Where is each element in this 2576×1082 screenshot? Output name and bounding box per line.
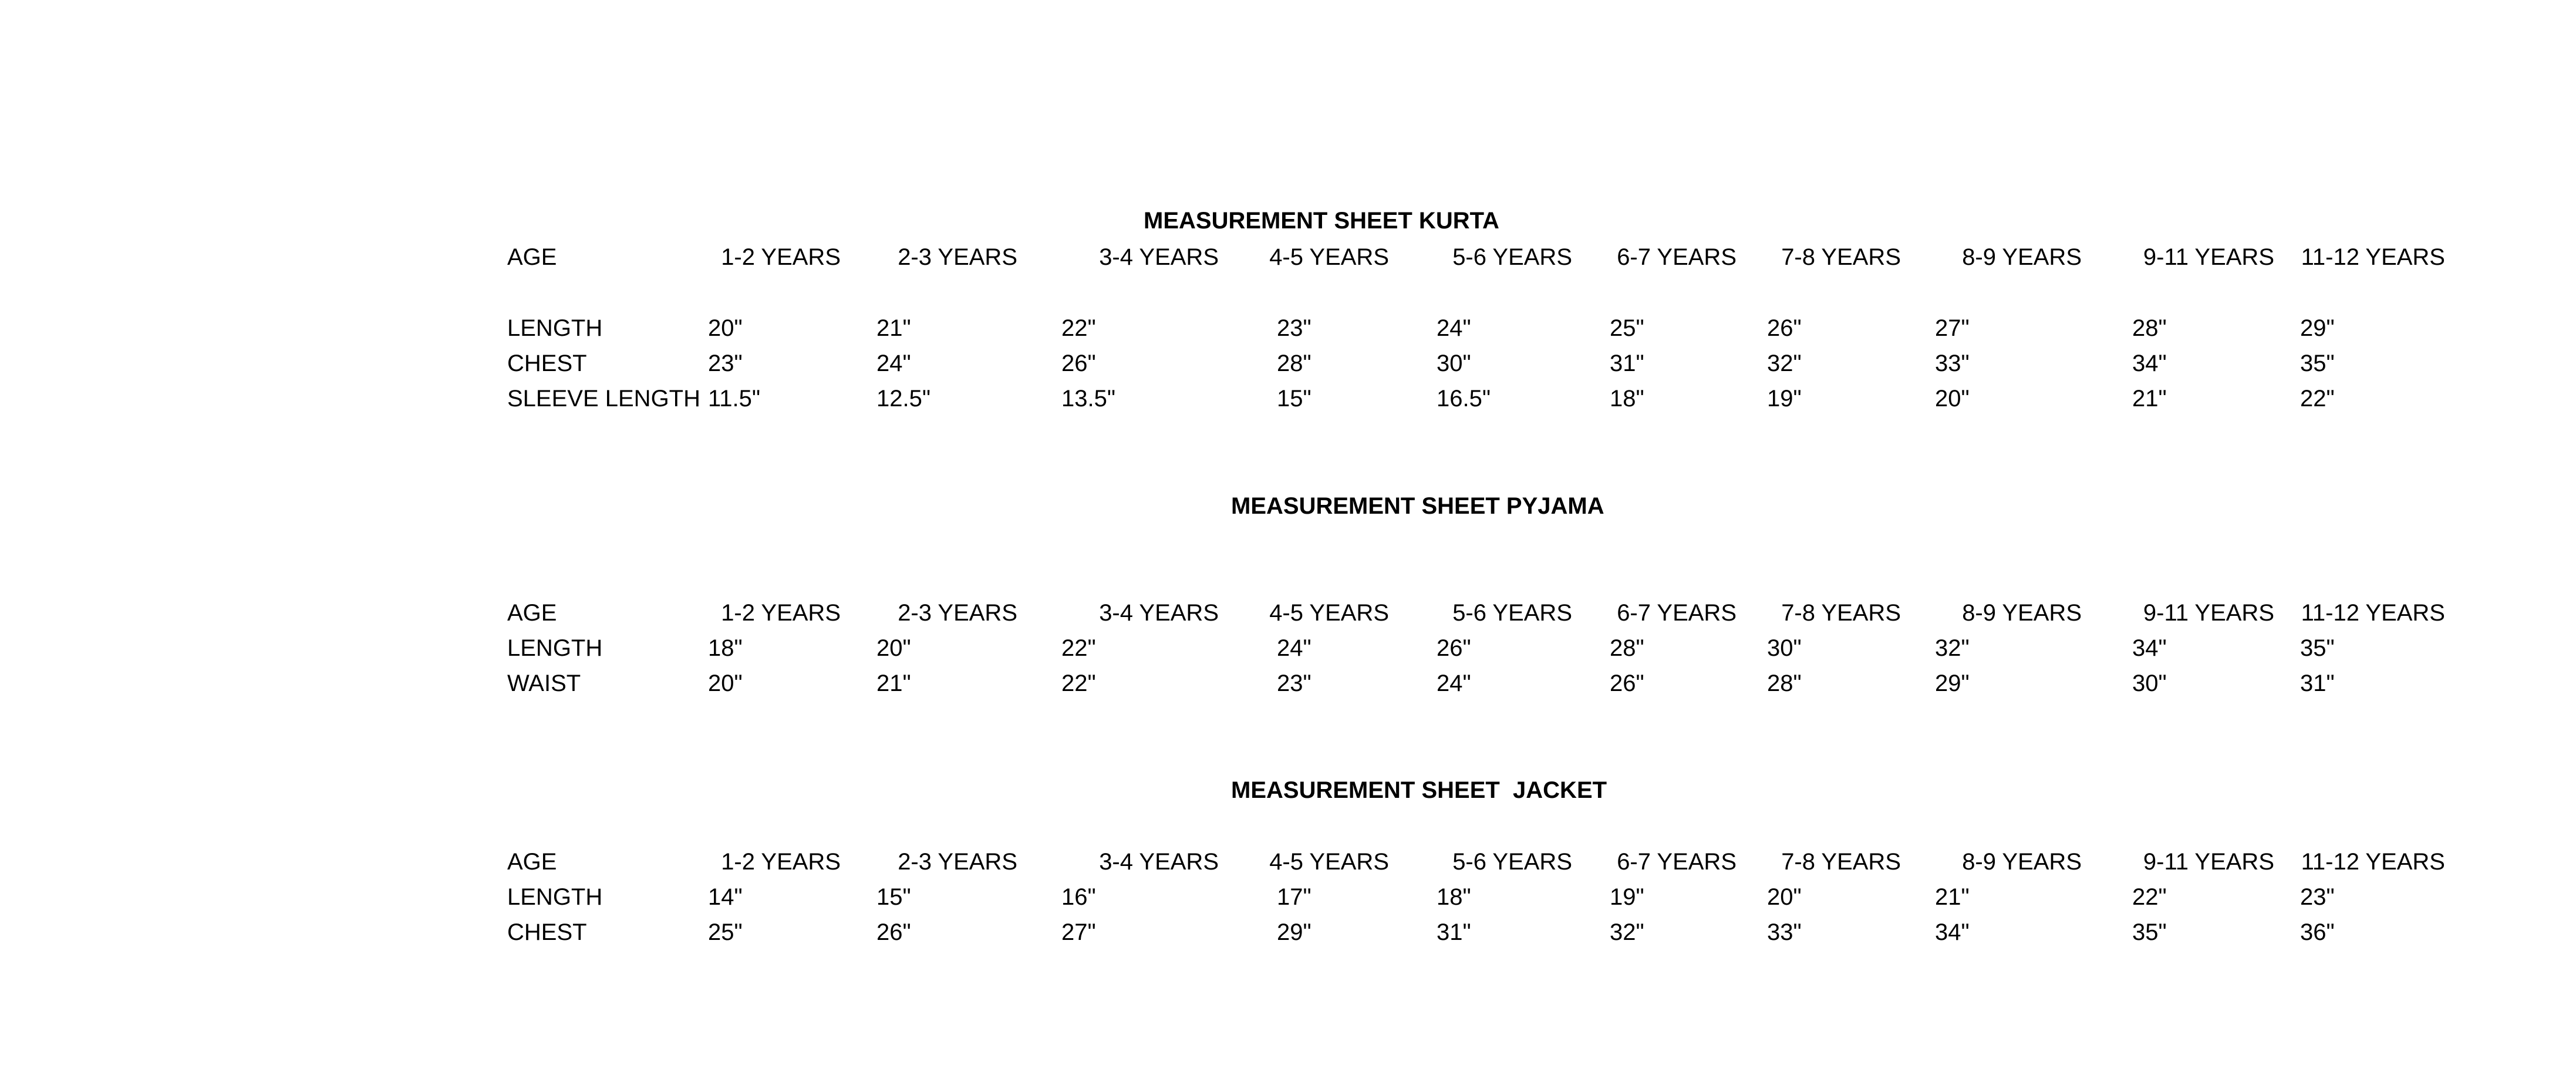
measurement-value: 24" <box>1437 315 1471 341</box>
age-header: 1-2 YEARS <box>721 849 841 875</box>
measurement-value: 21" <box>2132 386 2167 412</box>
measurement-value: 15" <box>1277 386 1311 412</box>
pyjama-length-row <box>0 631 2576 666</box>
measurement-value: 22" <box>2132 884 2167 910</box>
age-header: 8-9 YEARS <box>1962 849 2082 875</box>
age-header: 7-8 YEARS <box>1781 244 1901 270</box>
age-header: 9-11 YEARS <box>2143 600 2274 626</box>
measurement-value: 27" <box>1061 919 1096 945</box>
measurement-value: 26" <box>1061 350 1096 376</box>
age-header: 11-12 YEARS <box>2301 244 2445 270</box>
measurement-value: 28" <box>1277 350 1311 376</box>
measurement-value: 36" <box>2300 919 2335 945</box>
measurement-value: 25" <box>708 919 743 945</box>
measurement-value: 26" <box>1767 315 1802 341</box>
age-header: 5-6 YEARS <box>1452 244 1572 270</box>
measurement-value: 31" <box>2300 670 2335 696</box>
age-header: 6-7 YEARS <box>1617 849 1737 875</box>
row-label: LENGTH <box>507 884 603 910</box>
row-label: LENGTH <box>507 635 603 661</box>
measurement-value: 22" <box>2300 386 2335 412</box>
measurement-value: 18" <box>708 635 743 661</box>
measurement-value: 11.5" <box>708 386 761 412</box>
measurement-value: 22" <box>1061 635 1096 661</box>
age-header: 11-12 YEARS <box>2301 849 2445 875</box>
kurta-length-row <box>0 311 2576 346</box>
measurement-value: 20" <box>708 315 743 341</box>
measurement-value: 23" <box>2300 884 2335 910</box>
row-label: LENGTH <box>507 315 603 341</box>
measurement-value: 35" <box>2300 350 2335 376</box>
measurement-value: 31" <box>1610 350 1644 376</box>
measurement-value: 23" <box>708 350 743 376</box>
age-header: 4-5 YEARS <box>1269 600 1389 626</box>
age-header: 9-11 YEARS <box>2143 849 2274 875</box>
measurement-value: 35" <box>2132 919 2167 945</box>
row-label: CHEST <box>507 350 587 376</box>
measurement-value: 30" <box>1437 350 1471 376</box>
measurement-value: 32" <box>1935 635 1970 661</box>
age-header: 7-8 YEARS <box>1781 600 1901 626</box>
row-label: WAIST <box>507 670 581 696</box>
measurement-value: 28" <box>1610 635 1644 661</box>
measurement-value: 19" <box>1610 884 1644 910</box>
jacket-age-row <box>0 844 2576 879</box>
measurement-value: 23" <box>1277 315 1311 341</box>
age-header: 3-4 YEARS <box>1099 849 1219 875</box>
row-label: AGE <box>507 849 557 875</box>
measurement-value: 24" <box>1277 635 1311 661</box>
age-header: 8-9 YEARS <box>1962 244 2082 270</box>
age-header: 1-2 YEARS <box>721 600 841 626</box>
jacket-length-row <box>0 879 2576 915</box>
measurement-value: 18" <box>1437 884 1471 910</box>
kurta-age-row <box>0 240 2576 275</box>
measurement-value: 29" <box>1277 919 1311 945</box>
age-header: 7-8 YEARS <box>1781 849 1901 875</box>
row-label: AGE <box>507 244 557 270</box>
measurement-value: 16" <box>1061 884 1096 910</box>
measurement-value: 12.5" <box>876 386 931 412</box>
age-header: 4-5 YEARS <box>1269 849 1389 875</box>
age-header: 9-11 YEARS <box>2143 244 2274 270</box>
age-header: 1-2 YEARS <box>721 244 841 270</box>
measurement-value: 28" <box>1767 670 1802 696</box>
measurement-value: 24" <box>876 350 911 376</box>
pyjama-sheet-title: MEASUREMENT SHEET PYJAMA <box>1231 493 1604 519</box>
measurement-value: 16.5" <box>1437 386 1491 412</box>
measurement-value: 34" <box>2132 350 2167 376</box>
measurement-value: 29" <box>1935 670 1970 696</box>
measurement-value: 25" <box>1610 315 1644 341</box>
measurement-value: 26" <box>1437 635 1471 661</box>
measurement-value: 13.5" <box>1061 386 1116 412</box>
measurement-value: 32" <box>1767 350 1802 376</box>
pyjama-age-row <box>0 595 2576 631</box>
age-header: 2-3 YEARS <box>898 600 1017 626</box>
kurta-chest-row <box>0 346 2576 381</box>
age-header: 5-6 YEARS <box>1452 600 1572 626</box>
measurement-value: 33" <box>1767 919 1802 945</box>
measurement-value: 24" <box>1437 670 1471 696</box>
measurement-value: 26" <box>876 919 911 945</box>
row-label: CHEST <box>507 919 587 945</box>
age-header: 11-12 YEARS <box>2301 600 2445 626</box>
age-header: 4-5 YEARS <box>1269 244 1389 270</box>
age-header: 2-3 YEARS <box>898 849 1017 875</box>
measurement-value: 27" <box>1935 315 1970 341</box>
jacket-sheet-title: MEASUREMENT SHEET JACKET <box>1231 777 1607 803</box>
measurement-value: 14" <box>708 884 743 910</box>
age-header: 6-7 YEARS <box>1617 600 1737 626</box>
measurement-value: 19" <box>1767 386 1802 412</box>
measurement-value: 29" <box>2300 315 2335 341</box>
age-header: 5-6 YEARS <box>1452 849 1572 875</box>
jacket-chest-row <box>0 915 2576 950</box>
kurta-sheet-title: MEASUREMENT SHEET KURTA <box>1144 208 1499 234</box>
measurement-value: 20" <box>1767 884 1802 910</box>
measurement-value: 31" <box>1437 919 1471 945</box>
age-header: 2-3 YEARS <box>898 244 1017 270</box>
measurement-value: 34" <box>1935 919 1970 945</box>
measurement-value: 20" <box>1935 386 1970 412</box>
measurement-value: 22" <box>1061 670 1096 696</box>
measurement-value: 20" <box>876 635 911 661</box>
measurement-value: 15" <box>876 884 911 910</box>
measurement-value: 26" <box>1610 670 1644 696</box>
measurement-value: 17" <box>1277 884 1311 910</box>
measurement-value: 20" <box>708 670 743 696</box>
age-header: 8-9 YEARS <box>1962 600 2082 626</box>
measurement-value: 35" <box>2300 635 2335 661</box>
age-header: 3-4 YEARS <box>1099 244 1219 270</box>
measurement-value: 21" <box>876 315 911 341</box>
measurement-value: 30" <box>1767 635 1802 661</box>
measurement-value: 28" <box>2132 315 2167 341</box>
measurement-value: 34" <box>2132 635 2167 661</box>
age-header: 6-7 YEARS <box>1617 244 1737 270</box>
measurement-value: 33" <box>1935 350 1970 376</box>
measurement-value: 21" <box>876 670 911 696</box>
measurement-value: 32" <box>1610 919 1644 945</box>
pyjama-waist-row <box>0 666 2576 701</box>
row-label: AGE <box>507 600 557 626</box>
measurement-value: 21" <box>1935 884 1970 910</box>
kurta-sleeve-length-row <box>0 381 2576 416</box>
row-label: SLEEVE LENGTH <box>507 386 701 412</box>
measurement-value: 30" <box>2132 670 2167 696</box>
age-header: 3-4 YEARS <box>1099 600 1219 626</box>
measurement-value: 22" <box>1061 315 1096 341</box>
measurement-value: 23" <box>1277 670 1311 696</box>
measurement-value: 18" <box>1610 386 1644 412</box>
